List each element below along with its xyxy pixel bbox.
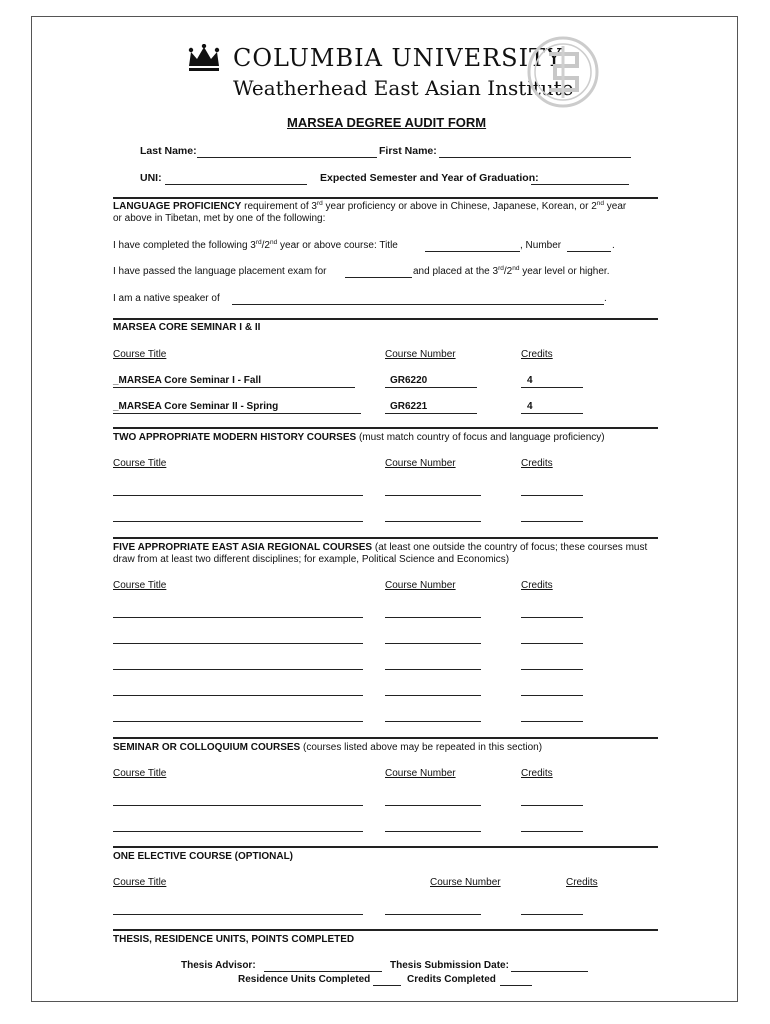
- section-divider: [113, 537, 658, 539]
- graduation-label: Expected Semester and Year of Graduation:: [320, 172, 539, 184]
- university-name: COLUMBIA UNIVERSITY: [233, 44, 563, 72]
- thesis-submission-date-field[interactable]: [511, 971, 588, 972]
- regional-course-2-title-field[interactable]: [113, 643, 363, 644]
- regional-course-2-number-field[interactable]: [385, 643, 481, 644]
- course-number-header: Course Number: [385, 458, 456, 469]
- number-label: , Number: [520, 240, 562, 251]
- credits-header: Credits: [566, 877, 598, 888]
- last-name-label: Last Name:: [140, 145, 197, 157]
- section-divider: [113, 318, 658, 320]
- native-speaker-text: I am a native speaker of: [113, 293, 220, 304]
- credits-header: Credits: [521, 580, 553, 591]
- course-title-underline: [113, 387, 355, 388]
- regional-course-3-title-field[interactable]: [113, 669, 363, 670]
- course-number-header: Course Number: [385, 768, 456, 779]
- credits-completed-field[interactable]: [500, 985, 532, 986]
- crown-icon: [186, 44, 222, 74]
- language-heading: LANGUAGE PROFICIENCY: [113, 201, 242, 212]
- course-number-header: Course Number: [385, 580, 456, 591]
- section-divider: [113, 929, 658, 931]
- language-course-title-field[interactable]: [425, 251, 520, 252]
- elective-course-number-field[interactable]: [385, 914, 481, 915]
- institute-seal-icon: [527, 36, 599, 108]
- language-requirement-text: [113, 201, 626, 212]
- credits-header: Credits: [521, 349, 553, 360]
- ordinal-suffix: rd: [498, 265, 504, 272]
- history-note: (must match country of focus and language proficiency): [356, 432, 605, 443]
- core-seminar-1-credits: 4: [527, 375, 533, 386]
- institute-name: Weatherhead East Asian Institute: [233, 76, 574, 100]
- regional-course-4-title-field[interactable]: [113, 695, 363, 696]
- ordinal-suffix: nd: [596, 200, 605, 207]
- history-course-1-number-field[interactable]: [385, 495, 481, 496]
- uni-label: UNI:: [140, 172, 162, 184]
- placement-level-text: [413, 266, 610, 277]
- seminar-heading: SEMINAR OR COLLOQUIUM COURSES: [113, 742, 301, 753]
- regional-course-2-credits-field[interactable]: [521, 643, 583, 644]
- option-text: and placed at the 3: [413, 266, 499, 277]
- course-title-header: Course Title: [113, 580, 167, 591]
- placement-exam-language-field[interactable]: [345, 277, 412, 278]
- seminar-course-2-credits-field[interactable]: [521, 831, 583, 832]
- history-course-2-title-field[interactable]: [113, 521, 363, 522]
- regional-course-4-credits-field[interactable]: [521, 695, 583, 696]
- regional-heading: FIVE APPROPRIATE EAST ASIA REGIONAL COURSES: [113, 542, 373, 553]
- requirement-text-a: requirement of 3: [241, 201, 317, 212]
- core-seminar-heading: MARSEA CORE SEMINAR I & II: [113, 322, 261, 333]
- period: .: [604, 293, 607, 304]
- regional-course-1-title-field[interactable]: [113, 617, 363, 618]
- seminar-course-1-credits-field[interactable]: [521, 805, 583, 806]
- regional-course-4-number-field[interactable]: [385, 695, 481, 696]
- regional-heading-line: [113, 542, 647, 553]
- seminar-course-1-title-field[interactable]: [113, 805, 363, 806]
- native-language-field[interactable]: [232, 304, 604, 305]
- seminar-course-2-title-field[interactable]: [113, 831, 363, 832]
- period: .: [612, 240, 615, 251]
- course-number-underline: [385, 413, 477, 414]
- history-course-1-credits-field[interactable]: [521, 495, 583, 496]
- history-course-1-title-field[interactable]: [113, 495, 363, 496]
- residence-units-field[interactable]: [373, 985, 401, 986]
- elective-course-credits-field[interactable]: [521, 914, 583, 915]
- section-divider: [113, 737, 658, 739]
- option-text: year level or higher.: [519, 266, 610, 277]
- core-seminar-2-credits: 4: [527, 401, 533, 412]
- credits-underline: [521, 413, 583, 414]
- core-seminar-1-number: GR6220: [390, 375, 428, 386]
- regional-course-5-number-field[interactable]: [385, 721, 481, 722]
- thesis-advisor-label: Thesis Advisor:: [181, 960, 256, 971]
- course-number-header: Course Number: [385, 349, 456, 360]
- elective-heading: ONE ELECTIVE COURSE (OPTIONAL): [113, 851, 294, 862]
- course-title-header: Course Title: [113, 768, 167, 779]
- language-course-number-field[interactable]: [567, 251, 611, 252]
- regional-note: (at least one outside the country of focus; these courses must: [372, 542, 648, 553]
- language-requirement-line2: or above in Tibetan, met by one of the following:: [113, 213, 326, 224]
- course-title-header: Course Title: [113, 349, 167, 360]
- thesis-heading: THESIS, RESIDENCE UNITS, POINTS COMPLETED: [113, 934, 355, 945]
- ordinal-suffix: rd: [255, 239, 262, 246]
- thesis-advisor-field[interactable]: [264, 971, 382, 972]
- ordinal-suffix: nd: [270, 239, 278, 246]
- credits-header: Credits: [521, 458, 553, 469]
- core-seminar-2-number: GR6221: [390, 401, 428, 412]
- regional-course-5-credits-field[interactable]: [521, 721, 583, 722]
- section-divider: [113, 197, 658, 199]
- course-number-header: Course Number: [430, 877, 501, 888]
- regional-course-3-number-field[interactable]: [385, 669, 481, 670]
- regional-course-1-number-field[interactable]: [385, 617, 481, 618]
- seminar-heading-line: [113, 742, 542, 753]
- seminar-course-1-number-field[interactable]: [385, 805, 481, 806]
- history-course-2-credits-field[interactable]: [521, 521, 583, 522]
- option-text: /2: [503, 266, 513, 277]
- seminar-course-2-number-field[interactable]: [385, 831, 481, 832]
- first-name-label: First Name:: [379, 145, 437, 157]
- uni-field[interactable]: [165, 184, 307, 185]
- elective-course-title-field[interactable]: [113, 914, 363, 915]
- requirement-text-c: year: [604, 201, 627, 212]
- course-title-underline: [113, 413, 361, 414]
- credits-underline: [521, 387, 583, 388]
- option-text: year or above course: Title: [277, 240, 398, 251]
- thesis-submission-label: Thesis Submission Date:: [390, 960, 509, 971]
- requirement-text-b: year proficiency or above in Chinese, Japanese, Korean, or 2: [322, 201, 597, 212]
- placement-exam-text: I have passed the language placement exam for: [113, 266, 327, 277]
- history-heading: TWO APPROPRIATE MODERN HISTORY COURSES: [113, 432, 357, 443]
- regional-course-1-credits-field[interactable]: [521, 617, 583, 618]
- history-course-2-number-field[interactable]: [385, 521, 481, 522]
- last-name-field[interactable]: [197, 157, 377, 158]
- core-seminar-2-title: _MARSEA Core Seminar II - Spring: [113, 401, 279, 412]
- section-divider: [113, 427, 658, 429]
- course-number-underline: [385, 387, 477, 388]
- section-divider: [113, 846, 658, 848]
- option-text: /2: [261, 240, 270, 251]
- course-title-header: Course Title: [113, 458, 167, 469]
- credits-completed-label: Credits Completed: [407, 974, 496, 985]
- regional-note-line2: draw from at least two different disciplines; for example, Political Science and Economics): [113, 554, 510, 565]
- regional-course-5-title-field[interactable]: [113, 721, 363, 722]
- first-name-field[interactable]: [439, 157, 631, 158]
- option-text: I have completed the following 3: [113, 240, 256, 251]
- form-title: MARSEA DEGREE AUDIT FORM: [287, 115, 487, 130]
- history-heading-line: [113, 432, 605, 443]
- credits-header: Credits: [521, 768, 553, 779]
- seminar-note: (courses listed above may be repeated in this section): [300, 742, 543, 753]
- regional-course-3-credits-field[interactable]: [521, 669, 583, 670]
- course-title-header: Course Title: [113, 877, 167, 888]
- core-seminar-1-title: _MARSEA Core Seminar I - Fall: [113, 375, 261, 386]
- residence-units-label: Residence Units Completed: [238, 974, 371, 985]
- ordinal-suffix: rd: [316, 200, 323, 207]
- language-option-course: [113, 240, 398, 251]
- ordinal-suffix: nd: [512, 265, 520, 272]
- graduation-field[interactable]: [531, 184, 629, 185]
